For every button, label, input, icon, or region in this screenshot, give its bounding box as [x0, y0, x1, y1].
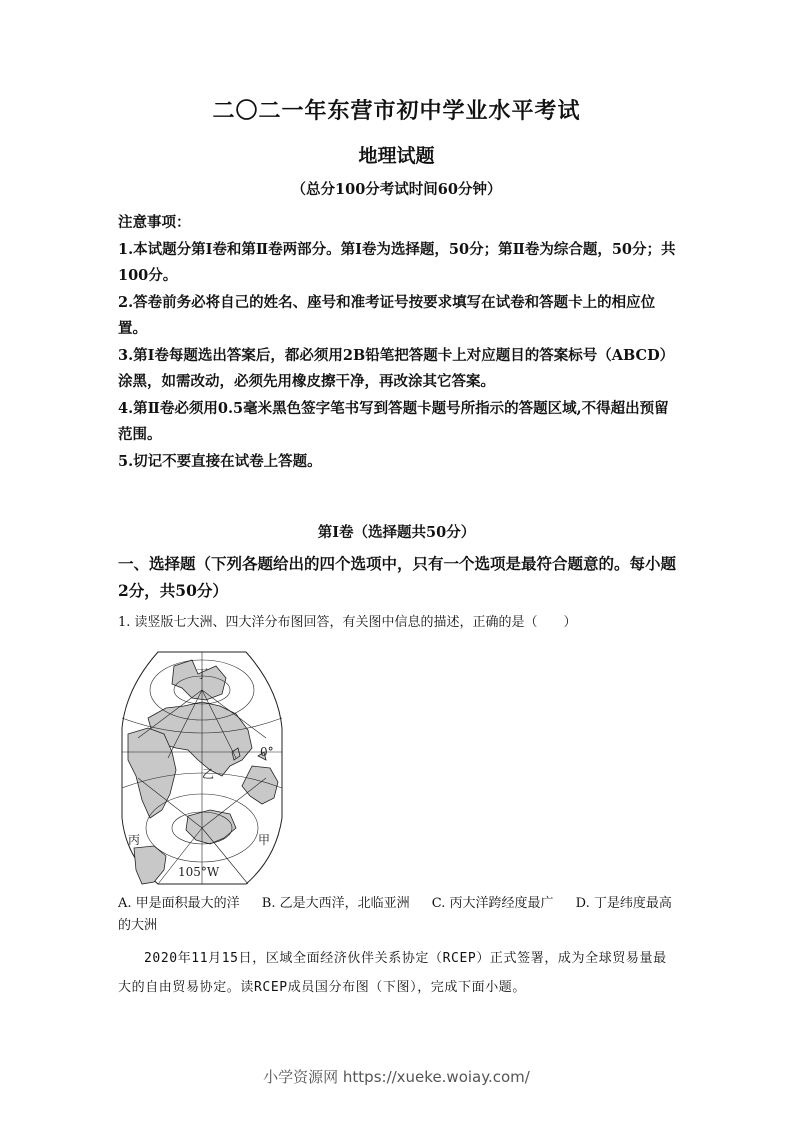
- option-d[interactable]: D. 丁是纬度最高的大洲: [118, 896, 672, 933]
- note-item: 5.切记不要直接在试卷上答题。: [118, 452, 322, 470]
- option-b[interactable]: B. 乙是大西洋，北临亚洲: [261, 896, 410, 911]
- map-label-bing: 丙: [128, 833, 141, 847]
- note-item: 1.本试题分第Ⅰ卷和第Ⅱ卷两部分。第Ⅰ卷为选择题，50分；第Ⅱ卷为综合题，50分；共100分。: [118, 240, 676, 284]
- option-a[interactable]: A. 甲是面积最大的洋: [118, 896, 240, 911]
- passage: [118, 944, 678, 1002]
- note-item: 3.第Ⅰ卷每题选出答案后，都必须用2B铅笔把答题卡上对应题目的答案标号（ABCD）涂黑，如需改动，必须先用橡皮擦干净，再改涂其它答案。: [118, 346, 675, 390]
- question-options: [118, 893, 678, 937]
- exam-subtitle: 地理试题: [358, 145, 435, 167]
- note-item: 2.答卷前务必将自己的姓名、座号和准考证号按要求填写在试卷和答题卡上的相应位置。: [118, 293, 656, 337]
- passage-text: 2020年11月15日，区域全面经济伙伴关系协定（RCEP）正式签署，成为全球贸易量最大的自由贸易协定。读RCEP成员国分布图（下图），完成下面小题。: [118, 951, 667, 995]
- map-label-jia: 甲: [258, 833, 271, 847]
- notes-section: [118, 210, 678, 475]
- exam-title: 二〇二一年东营市初中学业水平考试: [212, 98, 581, 124]
- section-title: 第Ⅰ卷（选择题共50分）: [317, 524, 476, 541]
- map-svg: [118, 648, 286, 888]
- note-item: 4.第Ⅱ卷必须用0.5毫米黑色签字笔书写到答题卡题号所指示的答题区域,不得超出预留范围。: [118, 399, 669, 443]
- footer-watermark: 小学资源网 https://xueke.woiay.com/: [263, 1068, 530, 1086]
- question-stem: 1. 读竖版七大洲、四大洋分布图回答，有关图中信息的描述，正确的是（ ）: [118, 615, 577, 630]
- map-label-equator: 0°: [260, 745, 274, 759]
- option-c[interactable]: C. 丙大洋跨经度最广: [431, 896, 554, 911]
- map-label-meridian: 105°W: [178, 865, 220, 879]
- map-label-yi: 乙: [202, 767, 215, 781]
- part-heading: 一、选择题（下列各题给出的四个选项中，只有一个选项是最符合题意的。每小题2分，共50分）: [118, 554, 677, 600]
- exam-meta: （总分100分考试时间60分钟）: [291, 181, 502, 198]
- notes-heading: 注意事项：: [118, 214, 191, 231]
- world-map-figure: [118, 648, 286, 888]
- map-label-ding: 丁: [196, 667, 209, 681]
